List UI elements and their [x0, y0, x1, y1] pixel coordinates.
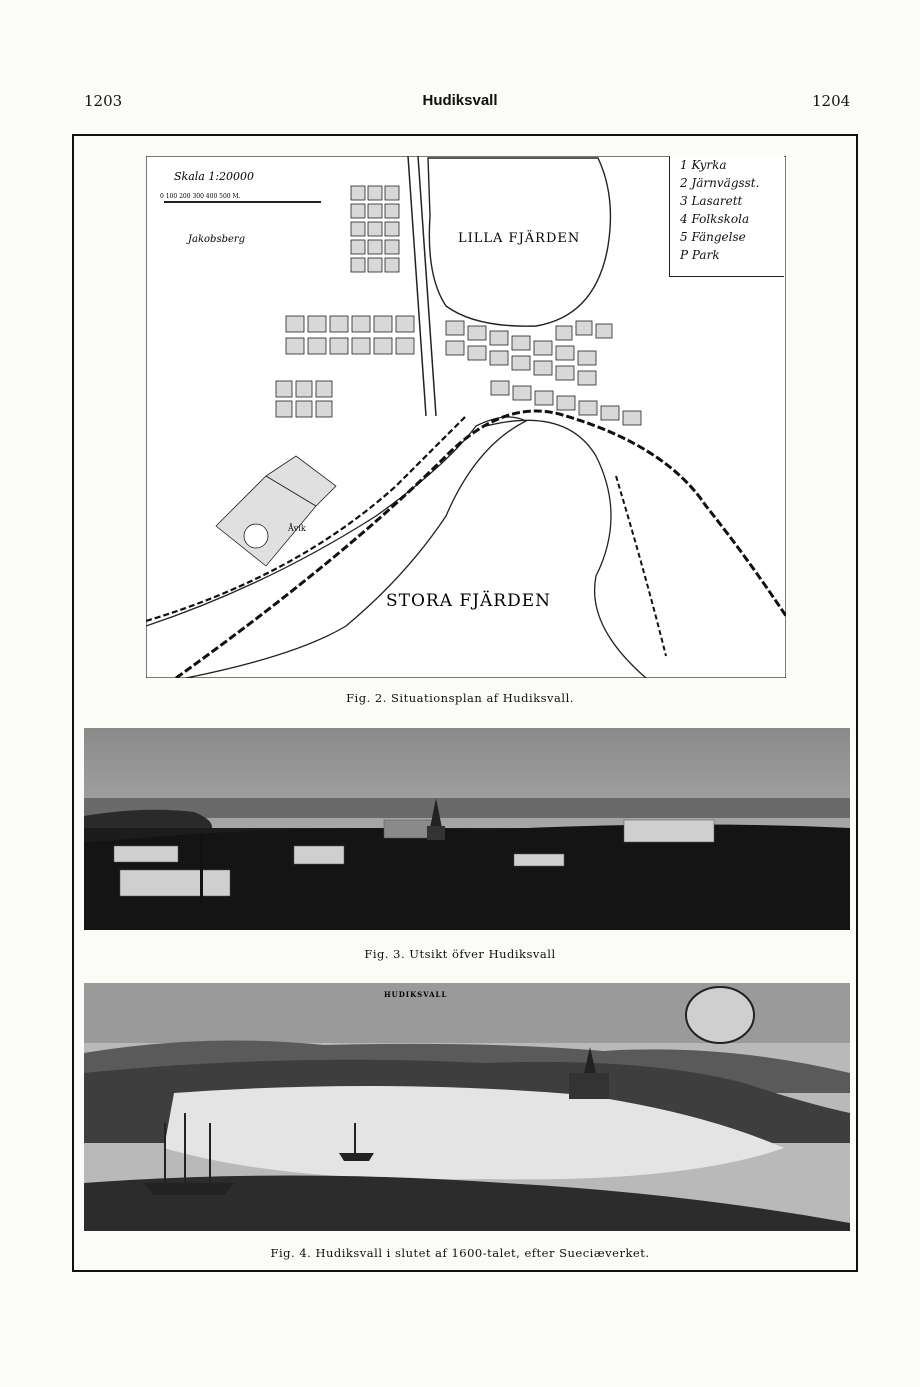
legend-item: 5 Fängelse [680, 230, 746, 244]
scale-label: Skala 1:20000 [174, 170, 255, 183]
legend-item: 4 Folkskola [680, 212, 750, 226]
label-stora-fjarden: STORA FJÄRDEN [386, 591, 552, 611]
label-lilla-fjarden: LILLA FJÄRDEN [458, 231, 581, 246]
legend-item: 3 Lasarett [680, 194, 743, 208]
engraving-1600s [84, 983, 850, 1231]
coat-of-arms [686, 987, 754, 1043]
photo-view-hudiksvall [84, 728, 850, 930]
legend-item: P Park [680, 248, 720, 262]
legend-item: 1 Kyrka [680, 158, 727, 172]
page-number-right: 1204 [812, 92, 851, 110]
label-jakobsberg: Jakobsberg [188, 234, 246, 245]
map-legend [669, 156, 784, 277]
running-title: Hudiksvall [422, 92, 498, 109]
page-number-left: 1203 [84, 92, 123, 110]
scale-ticks: 0 100 200 300 400 500 M. [160, 193, 241, 200]
caption-fig4: Fig. 4. Hudiksvall i slutet af 1600-talet, efter Sueciæverket. [270, 1246, 650, 1260]
legend-item: 2 Järnvägsst. [680, 176, 760, 190]
engraving-banner: HUDIKSVALL [384, 990, 448, 999]
caption-fig2: Fig. 2. Situationsplan af Hudiksvall. [346, 691, 574, 705]
label-avik: Åvik [288, 524, 306, 533]
caption-fig3: Fig. 3. Utsikt öfver Hudiksvall [364, 947, 556, 961]
